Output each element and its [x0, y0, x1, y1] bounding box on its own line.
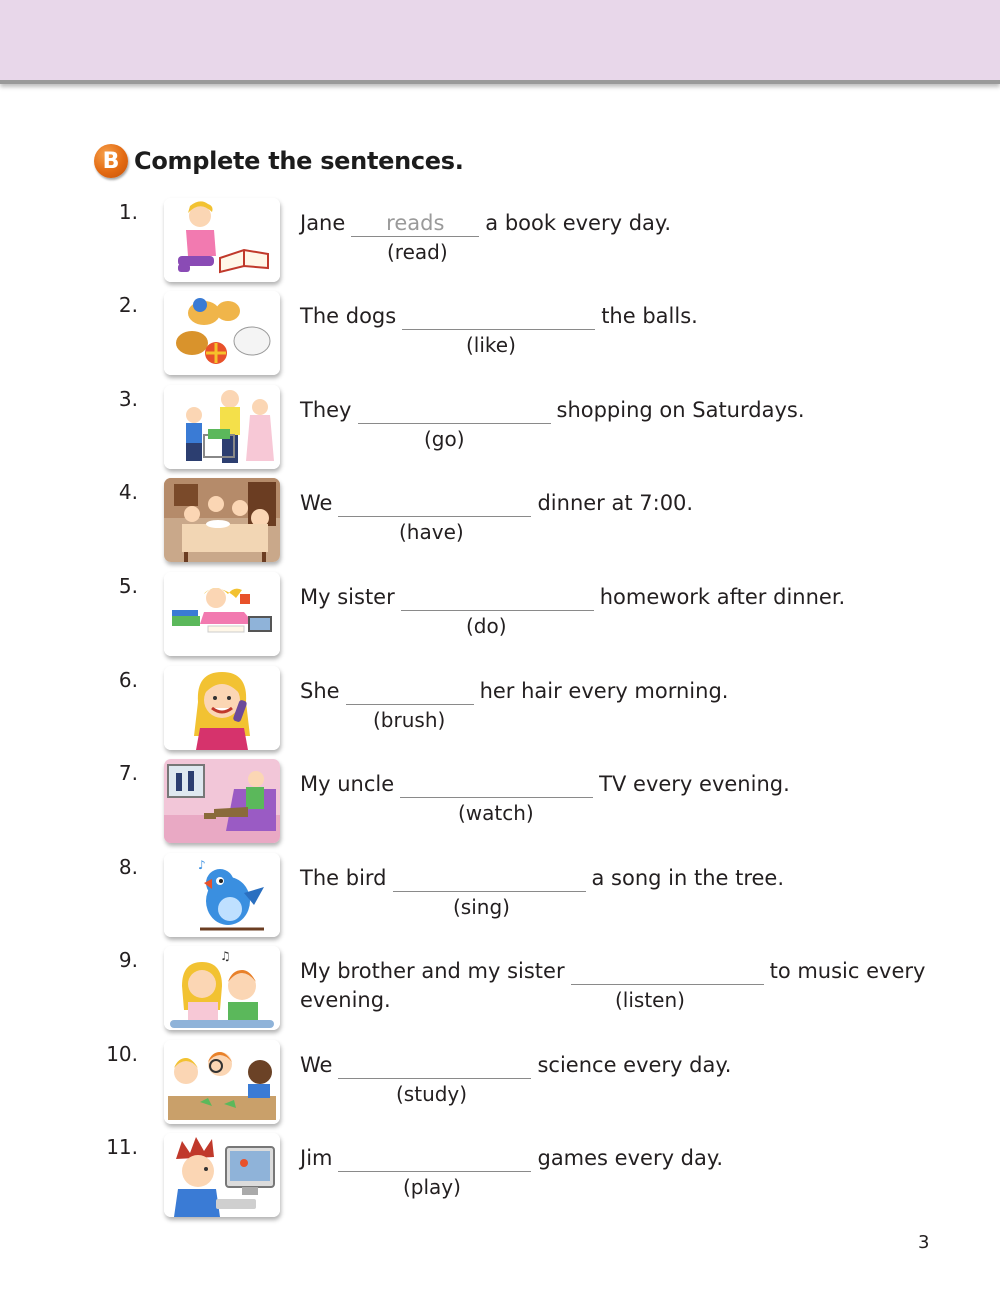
man-watching-tv-icon: [164, 759, 280, 843]
sentence-line: [300, 582, 845, 609]
exercise-item-11: [0, 1133, 1000, 1225]
sentence-line: [300, 301, 698, 328]
answer-blank[interactable]: [351, 210, 479, 237]
sentence-line: [300, 395, 805, 422]
sentence-end: the balls.: [601, 304, 698, 328]
sentence-end: her hair every morning.: [479, 679, 729, 703]
sentence-line-2: evening.: [300, 988, 391, 1012]
sentence-end: games every day.: [537, 1146, 723, 1170]
exercise-item-3: [0, 385, 1000, 477]
sentence-line: [300, 769, 790, 796]
verb-hint: (brush): [373, 708, 446, 732]
exercise-item-9: [0, 946, 1000, 1038]
sentence-line: [300, 956, 925, 983]
sentence-end: shopping on Saturdays.: [556, 398, 805, 422]
girl-reading-icon: [164, 198, 280, 282]
verb-hint: (sing): [453, 895, 510, 919]
item-number: 11.: [106, 1135, 138, 1159]
verb-hint: (watch): [458, 801, 534, 825]
sentence-start: The bird: [300, 866, 387, 890]
page-number: 3: [918, 1232, 930, 1253]
exercise-item-5: [0, 572, 1000, 664]
answer-blank[interactable]: [346, 678, 474, 705]
sentence-end: to music every: [769, 959, 926, 983]
item-number: 10.: [106, 1042, 138, 1066]
sentence-start: We: [300, 1053, 333, 1077]
verb-hint: (study): [396, 1082, 468, 1106]
svg-text:♫: ♫: [220, 949, 231, 963]
item-number: 8.: [118, 855, 138, 879]
answer-blank[interactable]: [402, 303, 595, 330]
sentence-line: [300, 863, 784, 890]
girl-homework-icon: [164, 572, 280, 656]
section-title: Complete the sentences.: [134, 147, 464, 175]
answer-blank[interactable]: [571, 958, 764, 985]
exercise-item-7: [0, 759, 1000, 851]
item-number: 7.: [118, 761, 138, 785]
item-number: 1.: [118, 200, 138, 224]
section-badge: B: [94, 144, 128, 178]
singing-bird-icon: [164, 853, 280, 937]
sentence-start: We: [300, 491, 333, 515]
answer-blank[interactable]: [401, 584, 594, 611]
sentence-line: [300, 1050, 731, 1077]
answer-blank[interactable]: [358, 397, 551, 424]
top-header-band: [0, 0, 1000, 84]
exercise-item-4: [0, 478, 1000, 570]
section-heading: [94, 141, 464, 181]
answer-blank[interactable]: [338, 1145, 531, 1172]
answer-blank[interactable]: [400, 771, 593, 798]
verb-hint: (listen): [615, 988, 685, 1012]
sentence-line: [300, 676, 728, 703]
sentence-end: homework after dinner.: [599, 585, 846, 609]
sentence-line: [300, 488, 693, 515]
item-number: 6.: [118, 668, 138, 692]
boy-computer-games-icon: [164, 1133, 280, 1217]
answer-text: reads: [386, 211, 445, 235]
item-number: 2.: [118, 293, 138, 317]
verb-hint: (go): [424, 427, 465, 451]
sentence-start: Jim: [300, 1146, 333, 1170]
sentence-line: [300, 1143, 723, 1170]
sentence-start: My brother and my sister: [300, 959, 565, 983]
exercise-item-6: [0, 666, 1000, 758]
sentence-end: TV every evening.: [599, 772, 790, 796]
kids-science-icon: [164, 1040, 280, 1124]
sentence-start: My sister: [300, 585, 395, 609]
kids-listening-music-icon: [164, 946, 280, 1030]
answer-blank[interactable]: [338, 1052, 531, 1079]
verb-hint: (play): [403, 1175, 461, 1199]
sentence-end: a song in the tree.: [591, 866, 785, 890]
svg-text:♪: ♪: [198, 858, 206, 872]
exercise-item-8: [0, 853, 1000, 945]
sentence-end: dinner at 7:00.: [537, 491, 694, 515]
sentence-start: Jane: [300, 211, 346, 235]
exercise-item-2: [0, 291, 1000, 383]
sentence-start: She: [300, 679, 340, 703]
girl-brushing-hair-icon: [164, 666, 280, 750]
exercise-item-10: [0, 1040, 1000, 1132]
item-number: 4.: [118, 480, 138, 504]
item-number: 5.: [118, 574, 138, 598]
item-number: 9.: [118, 948, 138, 972]
dogs-with-balls-icon: [164, 291, 280, 375]
sentence-line: [300, 208, 671, 235]
family-shopping-icon: [164, 385, 280, 469]
sentence-start: They: [300, 398, 352, 422]
sentence-start: The dogs: [300, 304, 397, 328]
sentence-end: science every day.: [537, 1053, 732, 1077]
verb-hint: (read): [387, 240, 448, 264]
verb-hint: (like): [466, 333, 516, 357]
answer-blank[interactable]: [393, 865, 586, 892]
item-number: 3.: [118, 387, 138, 411]
sentence-end: a book every day.: [485, 211, 672, 235]
verb-hint: (have): [399, 520, 464, 544]
sentence-start: My uncle: [300, 772, 395, 796]
verb-hint: (do): [466, 614, 507, 638]
answer-blank[interactable]: [338, 490, 531, 517]
family-dinner-icon: [164, 478, 280, 562]
exercise-item-1: [0, 198, 1000, 290]
